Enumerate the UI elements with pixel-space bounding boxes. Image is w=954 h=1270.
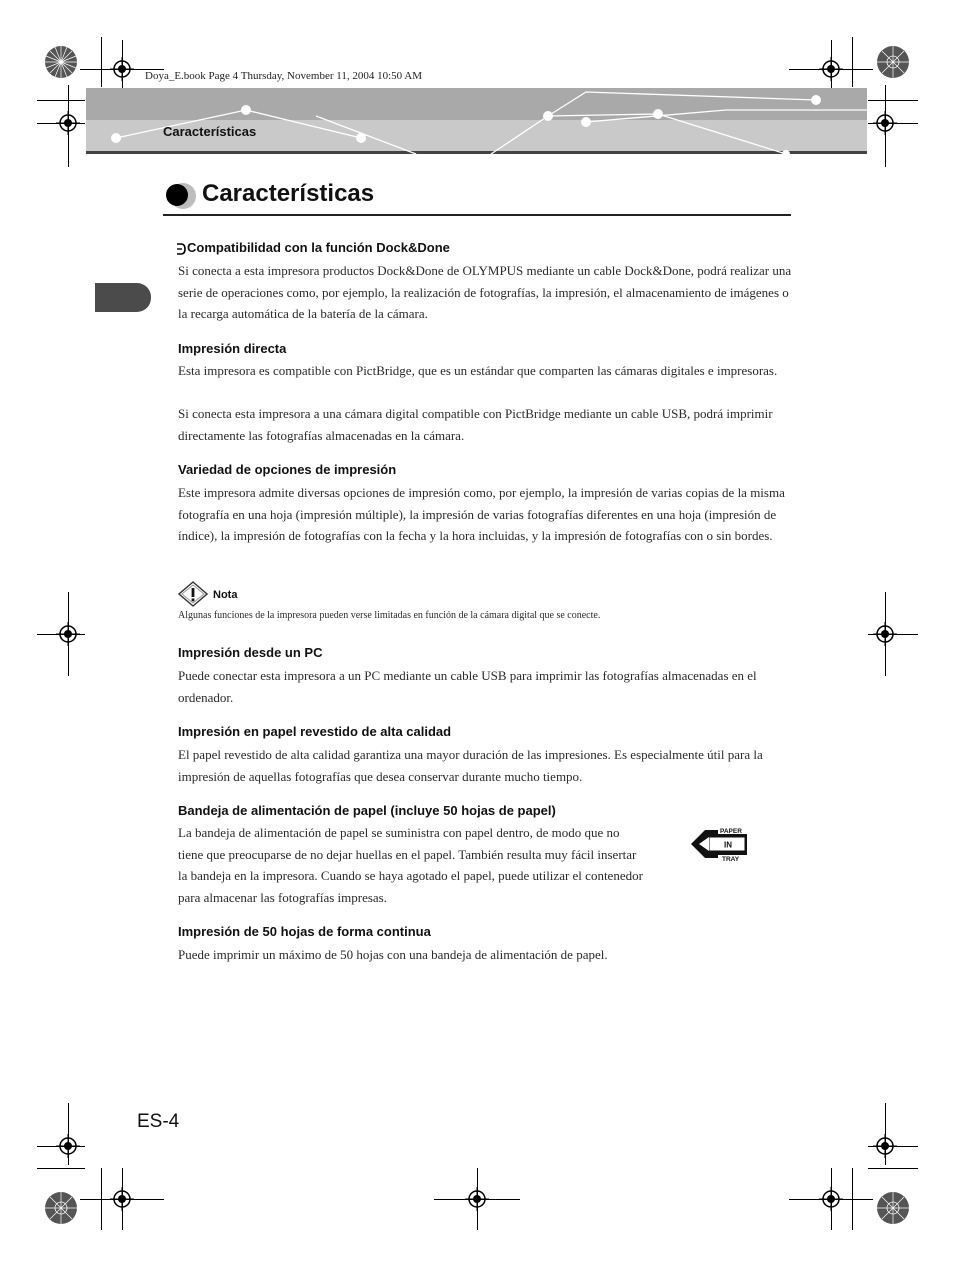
page-title: Características — [202, 180, 375, 207]
section-heading: Impresión en papel revestido de alta calidad — [178, 724, 452, 739]
note-label: Nota — [213, 589, 238, 601]
section-heading: Impresión de 50 hojas de forma continua — [178, 924, 431, 939]
section-paragraph: Esta impresora es compatible con PictBridge, que es un estándar que comparten las cámaras digitales e impresoras. — [178, 363, 778, 378]
page-number: ES-4 — [137, 1111, 180, 1132]
section-paragraph: La bandeja de alimentación de papel se suministra con papel dentro, de modo que no tiene que preocuparse de no dejar huellas en el papel. También resulta muy fácil insertar la bandeja en la impresora. Cuando se haya agotado el papel, puede utilizar el contenedor para almacenar las fotografías impresas. — [178, 825, 643, 906]
registration-rosette-icon — [44, 45, 78, 79]
header-section-label: Características — [163, 124, 257, 139]
title-bullet-icon — [164, 181, 198, 211]
section-heading: Bandeja de alimentación de papel (incluye 50 hojas de papel) — [178, 803, 556, 818]
section-paragraph: Si conecta a esta impresora productos Dock&Done de OLYMPUS mediante un cable Dock&Done, podrá realizar una serie de operaciones como, por ejemplo, la realización de fotografías, la impresión, el almacenamiento de imágenes o la recarga automática de la batería de la cámara. — [178, 263, 792, 322]
section-paragraph: Puede conectar esta impresora a un PC mediante un cable USB para imprimir las fotografías almacenadas en el ordenador. — [178, 668, 757, 705]
paper-icon-middle-text: IN — [724, 840, 732, 850]
paper-icon-bottom-text: TRAY — [722, 856, 740, 862]
dock-done-bullet-icon — [176, 243, 186, 255]
registration-rosette-icon — [44, 1191, 78, 1225]
paper-in-tray-icon — [689, 826, 751, 862]
chapter-tab-marker — [95, 283, 151, 312]
print-info-line: Doya_E.book Page 4 Thursday, November 11, 2004 10:50 AM — [145, 70, 423, 82]
section-paragraph: Puede imprimir un máximo de 50 hojas con una bandeja de alimentación de papel. — [178, 947, 608, 962]
registration-rosette-icon — [876, 45, 910, 79]
header-band — [86, 88, 867, 154]
section-heading: Impresión desde un PC — [178, 645, 323, 660]
exclamation-diamond-icon — [178, 581, 208, 607]
title-underline — [163, 214, 791, 216]
registration-rosette-icon — [876, 1191, 910, 1225]
section-heading: Impresión directa — [178, 341, 287, 356]
section-heading: Variedad de opciones de impresión — [178, 462, 397, 477]
section-paragraph: Este impresora admite diversas opciones de impresión como, por ejemplo, la impresión de varias copias de la misma fotografía en una hoja (impresión múltiple), la impresión de varias fotografías diferentes en una hoja (impresión de índice), la impresión de fotografías con la fecha y la hora incluidas, y la impresión de fotografías con o sin bordes. — [178, 485, 785, 544]
note-text: Algunas funciones de la impresora pueden verse limitadas en función de la cámara digital que se conecte. — [178, 610, 601, 621]
section-paragraph: Si conecta esta impresora a una cámara digital compatible con PictBridge mediante un cable USB, podrá imprimir directamente las fotografías almacenadas en la cámara. — [178, 406, 773, 443]
section-paragraph: El papel revestido de alta calidad garantiza una mayor duración de las impresiones. Es especialmente útil para la impresión de aquellas fotografías que desea conservar durante mucho tiempo. — [178, 747, 763, 784]
section-heading: Compatibilidad con la función Dock&Done — [187, 240, 450, 255]
paper-icon-top-text: PAPER — [720, 828, 742, 835]
